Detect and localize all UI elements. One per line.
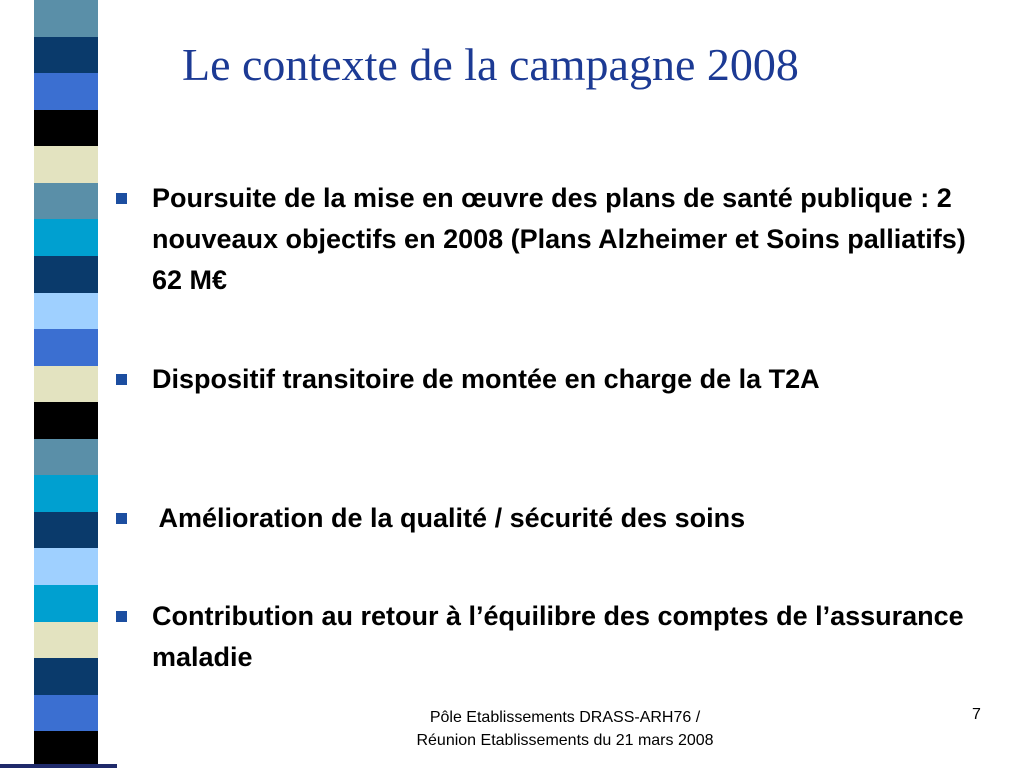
bullet-item xyxy=(116,596,996,678)
bullet-item xyxy=(116,498,996,539)
stripe-segment xyxy=(34,512,98,549)
bullet-text: Poursuite de la mise en œuvre des plans de santé publique : 2 nouveaux objectifs en 2008 (Plans Alzheimer et Soins palliatifs) 62 M€ xyxy=(152,183,966,295)
stripe-segment xyxy=(34,695,98,732)
stripe-segment xyxy=(34,146,98,183)
square-bullet-icon xyxy=(116,374,127,385)
bullet-item xyxy=(116,178,996,301)
stripe-segment xyxy=(34,548,98,585)
stripe-segment xyxy=(34,0,98,37)
stripe-segment xyxy=(34,439,98,476)
stripe-segment xyxy=(34,293,98,330)
stripe-segment xyxy=(34,73,98,110)
decorative-stripe-bar xyxy=(34,0,98,768)
stripe-segment xyxy=(34,731,98,768)
stripe-segment xyxy=(34,219,98,256)
stripe-segment xyxy=(34,402,98,439)
bullet-text: Amélioration de la qualité / sécurité des soins xyxy=(152,503,746,533)
bullet-text: Dispositif transitoire de montée en charge de la T2A xyxy=(152,364,820,394)
stripe-segment xyxy=(34,475,98,512)
stripe-segment xyxy=(34,366,98,403)
stripe-segment xyxy=(34,110,98,147)
stripe-segment xyxy=(34,256,98,293)
square-bullet-icon xyxy=(116,513,127,524)
stripe-segment xyxy=(34,37,98,74)
stripe-segment xyxy=(34,183,98,220)
bullet-text: Contribution au retour à l’équilibre des comptes de l’assurance maladie xyxy=(152,601,964,672)
slide-title: Le contexte de la campagne 2008 xyxy=(182,39,799,90)
square-bullet-icon xyxy=(116,611,127,622)
page-number: 7 xyxy=(972,706,981,723)
stripe-segment xyxy=(34,329,98,366)
bullet-item xyxy=(116,359,996,400)
stripe-segment xyxy=(34,622,98,659)
stripe-segment xyxy=(34,658,98,695)
left-margin xyxy=(0,0,32,768)
square-bullet-icon xyxy=(116,193,127,204)
slide-footer: Pôle Etablissements DRASS-ARH76 / Réunion Etablissements du 21 mars 2008 xyxy=(416,709,714,749)
stripe-segment xyxy=(34,585,98,622)
bottom-rule xyxy=(0,764,117,768)
